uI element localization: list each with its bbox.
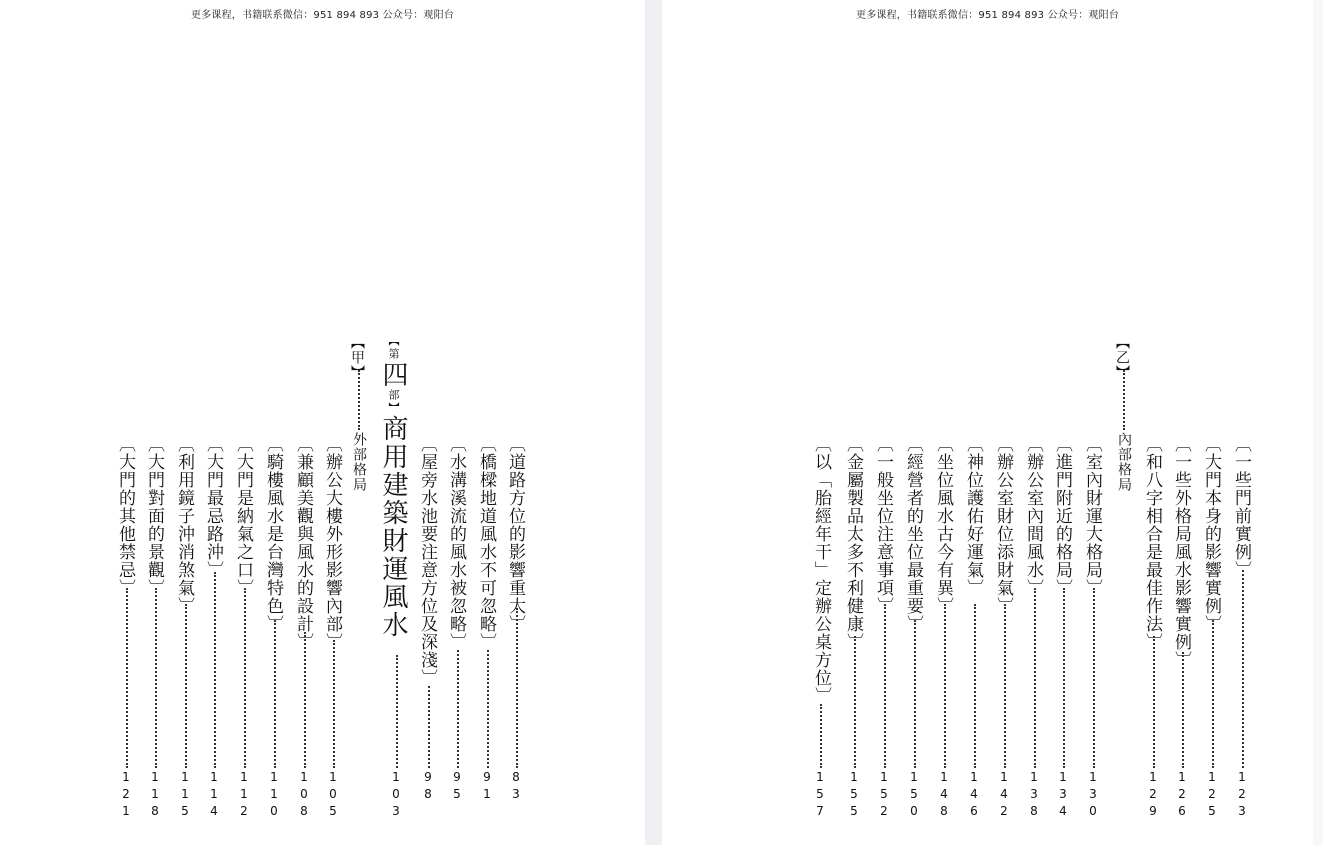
toc-entry-title[interactable]: 〔利用鏡子沖消煞氣〕 (174, 435, 194, 615)
toc-entry-page: 118 (148, 770, 162, 821)
leader-dots (244, 588, 246, 768)
leader-dots (516, 608, 518, 768)
toc-entry-title[interactable]: 〔兼顧美觀與風水的設計〕 (293, 435, 313, 651)
toc-entry-title[interactable]: 〔一些門前實例〕 (1231, 435, 1251, 579)
section-a-title: 外部格局 (351, 432, 367, 492)
toc-entry-page: 129 (1146, 770, 1160, 821)
left-page (0, 0, 645, 845)
toc-entry-page: 155 (847, 770, 861, 821)
leader-dots (185, 604, 187, 768)
toc-entry-page: 110 (267, 770, 281, 821)
toc-entry-page: 98 (421, 770, 435, 804)
leader-dots (1182, 652, 1184, 768)
leader-dots (428, 686, 430, 768)
part-page: 103 (389, 770, 403, 821)
toc-entry-title[interactable]: 〔辦公室內間風水〕 (1023, 435, 1043, 597)
toc-entry-page: 150 (907, 770, 921, 821)
leader-dots (854, 636, 856, 768)
leader-dots (358, 370, 360, 430)
toc-entry-page: 123 (1235, 770, 1249, 821)
toc-entry-page: 95 (450, 770, 464, 804)
toc-entry-page: 142 (997, 770, 1011, 821)
leader-dots (1123, 370, 1125, 430)
section-a-label: 【甲】 (349, 335, 365, 380)
toc-entry-title[interactable]: 〔水溝溪流的風水被忽略〕 (446, 435, 466, 651)
toc-entry-title[interactable]: 〔大門本身的影響實例〕 (1201, 435, 1221, 633)
leader-dots (126, 588, 128, 768)
section-b-title: 內部格局 (1116, 432, 1132, 492)
toc-entry-page: 114 (207, 770, 221, 821)
toc-entry-page: 108 (297, 770, 311, 821)
leader-dots (1063, 588, 1065, 768)
toc-entry-title[interactable]: 〔大門的其他禁忌〕 (115, 435, 135, 597)
leader-dots (1242, 570, 1244, 768)
toc-entry-title[interactable]: 〔一般坐位注意事項〕 (873, 435, 893, 615)
page-header: 更多课程，书籍联系微信：951 894 893 公众号：观阳台 (856, 10, 1119, 21)
toc-entry-page: 157 (813, 770, 827, 821)
toc-entry-title[interactable]: 〔金屬製品太多不利健康〕 (843, 435, 863, 651)
toc-entry-title[interactable]: 〔大門最忌路沖〕 (203, 435, 223, 579)
toc-entry-title[interactable]: 〔神位護佑好運氣〕 (963, 435, 983, 597)
toc-entry-page: 148 (937, 770, 951, 821)
leader-dots (214, 572, 216, 768)
leader-dots (1034, 588, 1036, 768)
leader-dots (304, 632, 306, 768)
right-page (662, 0, 1313, 845)
toc-entry-page: 134 (1056, 770, 1070, 821)
toc-entry-title[interactable]: 〔大門對面的景觀〕 (144, 435, 164, 597)
leader-dots (1093, 588, 1095, 768)
toc-entry-page: 105 (326, 770, 340, 821)
leader-dots (974, 604, 976, 768)
toc-entry-page: 146 (967, 770, 981, 821)
toc-entry-page: 126 (1175, 770, 1189, 821)
toc-entry-title[interactable]: 〔辦公室財位添財氣〕 (993, 435, 1013, 615)
leader-dots (1153, 636, 1155, 768)
toc-entry-title[interactable]: 〔道路方位的影響重大〕 (505, 435, 525, 633)
toc-entry-page: 130 (1086, 770, 1100, 821)
leader-dots (274, 620, 276, 768)
toc-entry-title[interactable]: 〔以「胎經年干」定辦公桌方位〕 (811, 435, 831, 705)
toc-entry-title[interactable]: 〔大門是納氣之口〕 (233, 435, 253, 597)
part-title: 【第四部】商用建築財運風水 (378, 335, 408, 639)
toc-entry-title[interactable]: 〔和八字相合是最佳作法〕 (1142, 435, 1162, 651)
toc-entry-page: 121 (119, 770, 133, 821)
leader-dots (914, 620, 916, 768)
leader-dots (1212, 620, 1214, 768)
toc-entry-title[interactable]: 〔橋樑地道風水不可忽略〕 (476, 435, 496, 651)
toc-entry-title[interactable]: 〔一些外格局風水影響實例〕 (1171, 435, 1191, 669)
toc-entry-page: 112 (237, 770, 251, 821)
toc-entry-title[interactable]: 〔辦公大樓外形影響內部〕 (322, 435, 342, 651)
toc-entry-page: 138 (1027, 770, 1041, 821)
viewer-background-strip (1313, 0, 1323, 845)
leader-dots (944, 604, 946, 768)
toc-entry-page: 152 (877, 770, 891, 821)
toc-entry-page: 83 (509, 770, 523, 804)
leader-dots (396, 655, 398, 768)
leader-dots (1004, 604, 1006, 768)
toc-entry-title[interactable]: 〔坐位風水古今有異〕 (933, 435, 953, 615)
leader-dots (457, 650, 459, 768)
toc-entry-page: 91 (480, 770, 494, 804)
section-b-label: 【乙】 (1114, 335, 1130, 380)
toc-entry-page: 125 (1205, 770, 1219, 821)
leader-dots (487, 650, 489, 768)
leader-dots (820, 704, 822, 768)
toc-entry-title[interactable]: 〔屋旁水池要注意方位及深淺〕 (417, 435, 437, 687)
leader-dots (333, 640, 335, 768)
leader-dots (155, 588, 157, 768)
toc-entry-title[interactable]: 〔進門附近的格局〕 (1052, 435, 1072, 597)
page-header: 更多课程，书籍联系微信：951 894 893 公众号：观阳台 (191, 10, 454, 21)
toc-entry-title[interactable]: 〔室內財運大格局〕 (1082, 435, 1102, 597)
toc-entry-title[interactable]: 〔經營者的坐位最重要〕 (903, 435, 923, 633)
toc-entry-title[interactable]: 〔騎樓風水是台灣特色〕 (263, 435, 283, 633)
leader-dots (884, 604, 886, 768)
toc-entry-page: 115 (178, 770, 192, 821)
